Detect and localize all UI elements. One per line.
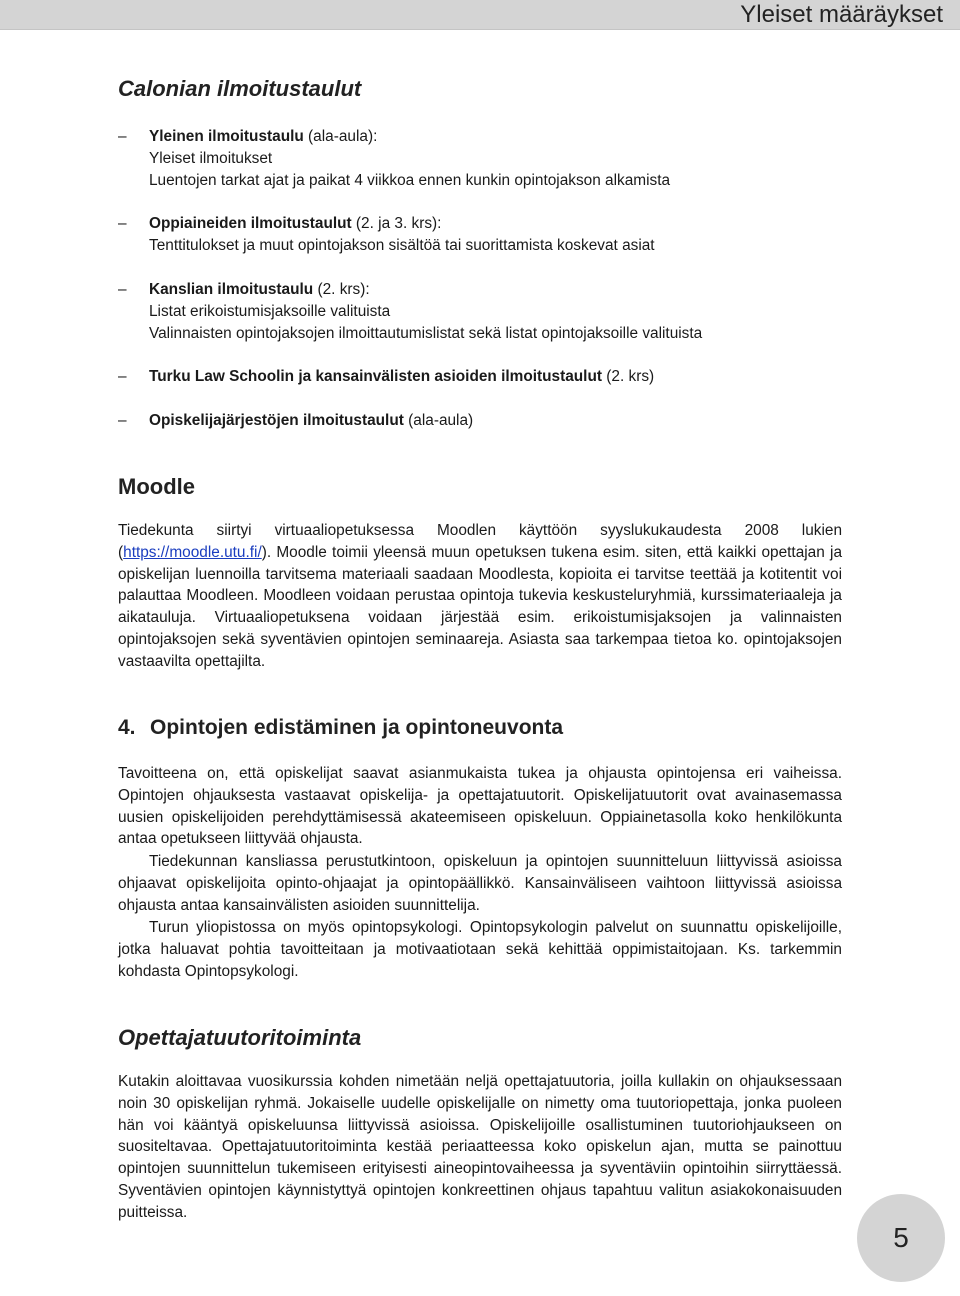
- notices-heading: Calonian ilmoitustaulut: [118, 76, 362, 101]
- notice-title: Oppiaineiden ilmoitustaulut: [149, 215, 352, 232]
- paragraph-text: Tiedekunnan kansliassa perustutkintoon, opiskeluun ja opintojen suunnitteluun liittyvissä asioissa ohjaavat opiskelijoita opinto-ohjaajat ja opintopäällikkö. Kansainväliseen vaihtoon liittyvissä asioissa ohjausta antaa kansainvälisten asioiden suunnittelija.: [118, 853, 842, 914]
- notice-item: [118, 410, 842, 432]
- section-paragraph: [118, 851, 842, 916]
- notice-title: Turku Law Schoolin ja kansainvälisten asioiden ilmoitustaulut: [149, 368, 602, 385]
- moodle-heading: Moodle: [118, 474, 195, 499]
- moodle-text-before: Tiedekunta siirtyi virtuaaliopetuksessa Moodlen käyttöön syyslukukaudesta 2008 lukien (: [118, 522, 842, 561]
- moodle-paragraph: [118, 520, 842, 673]
- notice-title: Yleinen ilmoitustaulu: [149, 128, 304, 145]
- notice-item: [118, 279, 842, 344]
- section-paragraph: [118, 917, 842, 982]
- tutoring-paragraph: Kutakin aloittavaa vuosikurssia kohden nimetään neljä opettajatuutoria, joilla kullakin on ohjauksessaan noin 30 opiskelijan ryhmä. Jokaiselle uudelle opiskelijalle on nimetty oma tuutoriopettaja, jonka puoleen hän voi kääntyä opiskeluunsa liittyvissä asioissa. Opiskelijoille osallistuminen tuutoriohjaukseen on suositeltavaa. Opettajatuutoritoiminta kestää periaatteessa koko opiskelun ajan, mutta se painottuu opintojen suunnittelun tukemiseen erityisesti aineopintovaiheessa ja syventäviin opintoihin siirryttäessä. Syventävien opintojen käynnistyttyä opintojen konkreettinen ohjaus tapahtuu valitun asiakokonaisuuden puitteissa.: [118, 1073, 842, 1221]
- notice-item: [118, 126, 842, 191]
- notice-line: Listat erikoistumisjaksoille valituista: [149, 302, 391, 320]
- dash-bullet: –: [118, 215, 127, 232]
- dash-bullet: –: [118, 368, 127, 385]
- notice-item: [118, 213, 842, 257]
- notice-item: [118, 366, 842, 388]
- notice-line: Luentojen tarkat ajat ja paikat 4 viikkoa ennen kunkin opintojakson alkamista: [149, 171, 671, 189]
- moodle-text-after: ). Moodle toimii yleensä muun opetuksen tukena esim. siten, että kaikki opettajan ja opiskelijan luennoilla tarvitsema materiaali saadaan Moodlesta, kopioita ei tarvitse teettää ja kotitentit voi palauttaa Moodleen. Moodleen voidaan perustaa opintoja tukevia keskusteluryhmiä, kurssimateriaaleja ja aikatauluja. Virtuaaliopetuksena voidaan järjestää esim. erikoistumisjaksojen ja valinnaisten opintojaksojen sekä syventävien opintojen seminaareja. Asiasta saa tarkempaa tietoa ko. opintojaksojen vastaavilta opettajilta.: [118, 543, 842, 670]
- notice-location: (2. krs):: [313, 281, 370, 298]
- moodle-link[interactable]: https://moodle.utu.fi/: [123, 543, 262, 561]
- dash-bullet: –: [118, 128, 127, 145]
- section-paragraph: Tavoitteena on, että opiskelijat saavat asianmukaista tukea ja ohjausta opintojensa eri vaiheissa. Opintojen ohjauksesta vastaavat opiskelija- ja opettajatuutorit. Opiskelijatuutorit ovat avainasemassa uusien opiskelijoiden perehdyttämisessä akateemiseen opiskeluun. Oppiainetasolla koko henkilökunta antaa opetukseen liittyvää ohjausta.: [118, 765, 842, 848]
- notice-title: Kanslian ilmoitustaulu: [149, 281, 314, 298]
- notice-line: Tenttitulokset ja muut opintojakson sisältöä tai suorittamista koskevat asiat: [149, 236, 655, 254]
- notice-location: (ala-aula):: [303, 128, 378, 145]
- section-heading: [118, 716, 563, 740]
- notice-title: Opiskelijajärjestöjen ilmoitustaulut: [149, 412, 404, 429]
- tutoring-heading: Opettajatuutoritoiminta: [118, 1025, 362, 1050]
- notice-location: (2. ja 3. krs):: [351, 215, 442, 232]
- notice-line: Valinnaisten opintojaksojen ilmoittautumislistat sekä listat opintojaksoille valituista: [149, 324, 703, 342]
- dash-bullet: –: [118, 412, 127, 429]
- section-title-text: Opintojen edistäminen ja opintoneuvonta: [150, 716, 564, 739]
- page-number: 5: [857, 1194, 945, 1282]
- notice-location: (ala-aula): [403, 412, 474, 429]
- paragraph-text: Turun yliopistossa on myös opintopsykologi. Opintopsykologin palvelut on suunnattu opiskelijoille, jotka haluavat pohtia tavoitteitaan ja motivaatiotaan sekä kehittää oppimistaitojaan. Ks. tarkemmin kohdasta Opintopsykologi.: [118, 919, 842, 980]
- dash-bullet: –: [118, 281, 127, 298]
- section-title: Yleiset määräykset: [740, 1, 943, 28]
- section-number: 4.: [118, 716, 136, 739]
- notice-location: (2. krs): [601, 368, 655, 385]
- notice-line: Yleiset ilmoitukset: [149, 149, 273, 167]
- header-bar: [0, 0, 960, 30]
